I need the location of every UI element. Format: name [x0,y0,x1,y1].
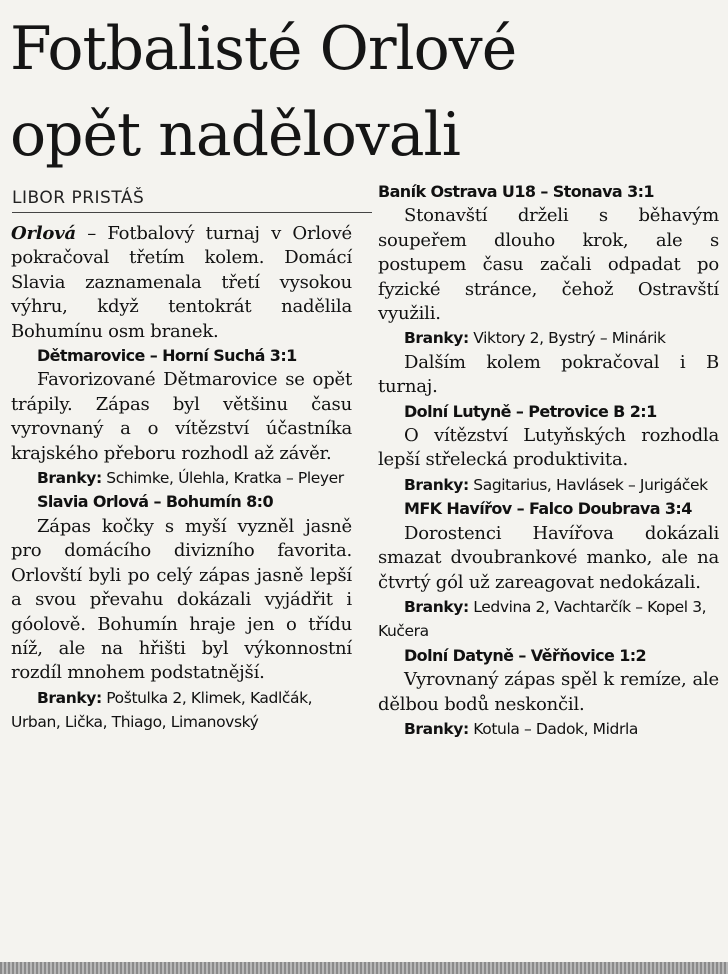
match-scorers [378,717,719,741]
right-column [378,180,719,741]
byline-rule [12,212,372,213]
scorers-list: Poštulka 2, Klimek, Kadlčák, Urban, Lička, Thiago, Limanovský [11,688,313,732]
scorers-list: Sagitarius, Havlásek – Jurigáček [468,475,708,494]
scorers-label: Branky: [37,688,102,707]
match-scorers [11,686,352,735]
match-report: Dorostenci Havířova dokázali smazat dvoubrankové manko, ale na čtvrtý gól už zareagovat nedokázali. [378,522,719,593]
match-scorers [378,473,719,497]
headline-line-2: opět nadělovali [10,100,460,170]
scorers-list: Kotula – Dadok, Midrla [468,719,638,738]
intro-text: – Fotbalový turnaj v Orlové pokračoval třetím kolem. Domácí Slavia zaznamenala třetí vysokou výhru, když tentokrát nadělila Bohumínu osm branek. [11,223,352,342]
match-heading: MFK Havířov – Falco Doubrava 3:4 [404,499,692,519]
article-headline [10,6,710,178]
headline-line-1: Fotbalisté Orlové [10,14,517,84]
match-report: Zápas kočky s myší vyzněl jasně pro domácího divizního favorita. Orlovští byli po celý zápas jasně lepší a svou převahu dokázali vyjádřit i góolově. Bohumín hraje jen o třídu níž, ale na hřišti byl výkonnostní rozdíl mnohem podstatnější. [11,515,352,684]
match-scorers [378,595,719,644]
b-tournament-note: Dalším kolem pokračoval i B turnaj. [378,351,719,398]
scorers-list: Viktory 2, Bystrý – Minárik [468,329,666,348]
scorers-label: Branky: [404,597,469,616]
scorers-list: Ledvina 2, Vachtarčík – Kopel 3, Kučera [378,597,707,641]
match-heading: Slavia Orlová – Bohumín 8:0 [37,492,273,512]
page-edge-band [0,962,728,974]
match-scorers [378,326,719,350]
scorers-list: Schimke, Úlehla, Kratka – Pleyer [101,469,344,488]
match-report: Stonavští drželi s běhavým soupeřem dlouho krok, ale s postupem času začali odpadat po fyzické stránce, čehož Ostravští využili. [378,205,719,325]
scorers-label: Branky: [37,469,102,488]
scorers-label: Branky: [404,719,469,738]
byline: LIBOR PRISTÁŠ [12,188,145,208]
scorers-label: Branky: [404,329,469,348]
match-report: Vyrovnaný zápas spěl k remíze, ale dělbou bodů neskončil. [378,669,719,715]
match-scorers [11,466,352,490]
match-heading: Dětmarovice – Horní Suchá 3:1 [37,346,297,366]
match-heading: Dolní Lutyně – Petrovice B 2:1 [404,401,657,421]
scorers-label: Branky: [404,475,469,494]
match-heading: Dolní Datyně – Věřňovice 1:2 [404,645,647,665]
left-column [11,222,352,735]
match-heading: Baník Ostrava U18 – Stonava 3:1 [378,182,654,201]
match-report: O vítězství Lutyňských rozhodla lepší střelecká produktivita. [378,425,719,471]
intro-paragraph [11,222,352,344]
match-report: Favorizované Dětmarovice se opět trápily. Zápas byl většinu času vyrovnaný a o vítězství účastníka krajského přeboru rozhodl až závěr. [11,369,352,464]
dateline-location: Orlová [11,223,76,244]
